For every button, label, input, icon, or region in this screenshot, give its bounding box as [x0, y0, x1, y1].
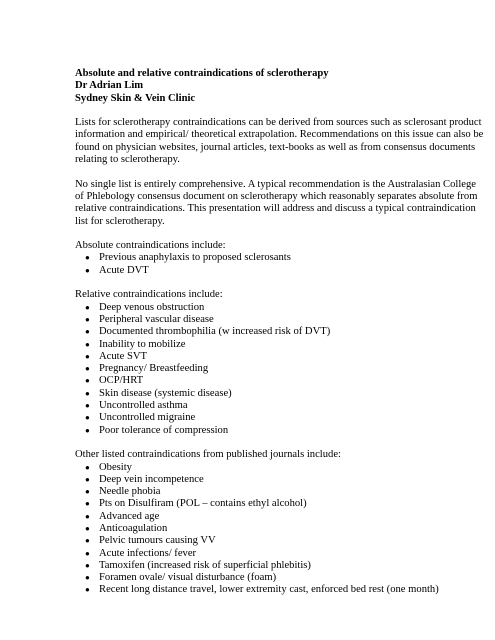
relative-list: [75, 302, 487, 437]
list-item-text: Poor tolerance of compression: [99, 424, 229, 436]
list-item: [75, 363, 487, 375]
list-item-text: Pts on Disulfiram (POL – contains ethyl alcohol): [99, 498, 307, 510]
list-item-text: Uncontrolled migraine: [99, 412, 196, 424]
list-item: [75, 326, 487, 338]
list-item-text: Needle phobia: [99, 486, 161, 498]
list-item: [75, 400, 487, 412]
bullet-icon: ●: [85, 327, 90, 337]
list-item: [75, 412, 487, 424]
bullet-icon: ●: [85, 364, 90, 374]
list-item-text: Anticoagulation: [99, 522, 168, 534]
list-item-text: Previous anaphylaxis to proposed sclerosants: [99, 252, 291, 264]
list-item: [75, 314, 487, 326]
list-item: [75, 584, 487, 596]
list-item: [75, 486, 487, 498]
list-item: [75, 498, 487, 510]
bullet-icon: ●: [85, 585, 90, 595]
list-item: [75, 474, 487, 486]
absolute-list: [75, 252, 487, 277]
bullet-icon: ●: [85, 511, 90, 521]
bullet-icon: ●: [85, 401, 90, 411]
list-item: [75, 265, 487, 277]
paragraph-sources: Lists for sclerotherapy contraindications can be derived from sources such as sclerosant product information and empirical/ theoretical extrapolation. Recommendations on this issue can also be found on physician websites, journal articles, text-books as well as from consensus documents relating to sclerotherapy.: [75, 117, 484, 166]
list-item-text: Acute SVT: [99, 350, 147, 362]
paragraph-comprehensiveness: No single list is entirely comprehensive. A typical recommendation is the Australasian College of Phlebology consensus document on sclerotherapy which reasonably separates absolute from relative contraindications. This presentation will address and discuss a typical contraindication list for sclerotherapy.: [75, 178, 478, 227]
bullet-icon: ●: [85, 560, 90, 570]
bullet-icon: ●: [85, 536, 90, 546]
document-heading: [75, 68, 487, 105]
bullet-icon: ●: [85, 413, 90, 423]
list-item-text: Skin disease (systemic disease): [99, 387, 232, 399]
list-item: [75, 375, 487, 387]
list-item: [75, 425, 487, 437]
clinic-name: Sydney Skin & Vein Clinic: [75, 92, 196, 104]
bullet-icon: ●: [85, 253, 90, 263]
list-item-text: Tamoxifen (increased risk of superficial phlebitis): [99, 559, 311, 571]
list-item-text: Deep vein incompetence: [99, 473, 204, 485]
list-item: [75, 339, 487, 351]
list-item-text: Pelvic tumours causing VV: [99, 535, 216, 547]
list-item: [75, 572, 487, 584]
bullet-icon: ●: [85, 388, 90, 398]
list-item-text: Acute DVT: [99, 264, 149, 276]
list-item-text: Documented thrombophilia (w increased risk of DVT): [99, 326, 331, 338]
list-item: [75, 252, 487, 264]
bullet-icon: ●: [85, 425, 90, 435]
list-item-text: Foramen ovale/ visual disturbance (foam): [99, 572, 277, 584]
list-item: [75, 302, 487, 314]
list-item: [75, 523, 487, 535]
list-item: [75, 351, 487, 363]
bullet-icon: ●: [85, 302, 90, 312]
bullet-icon: ●: [85, 376, 90, 386]
absolute-intro: Absolute contraindications include:: [75, 240, 226, 252]
list-item-text: Peripheral vascular disease: [99, 313, 214, 325]
relative-intro: Relative contraindications include:: [75, 289, 223, 301]
list-item: [75, 511, 487, 523]
list-item-text: Inability to mobilize: [99, 338, 186, 350]
author-name: Dr Adrian Lim: [75, 80, 144, 92]
bullet-icon: ●: [85, 265, 90, 275]
other-intro: Other listed contraindications from published journals include:: [75, 449, 341, 461]
bullet-icon: ●: [85, 523, 90, 533]
bullet-icon: ●: [85, 314, 90, 324]
bullet-icon: ●: [85, 339, 90, 349]
list-item: [75, 548, 487, 560]
list-item: [75, 535, 487, 547]
bullet-icon: ●: [85, 351, 90, 361]
list-item-text: Uncontrolled asthma: [99, 400, 188, 412]
bullet-icon: ●: [85, 573, 90, 583]
list-item-text: Deep venous obstruction: [99, 301, 205, 313]
list-item-text: Acute infections/ fever: [99, 547, 197, 559]
other-list: [75, 462, 487, 597]
bullet-icon: ●: [85, 499, 90, 509]
document-page: [75, 68, 487, 597]
bullet-icon: ●: [85, 548, 90, 558]
list-item: [75, 560, 487, 572]
document-title: Absolute and relative contraindications of sclerotherapy: [75, 68, 329, 79]
list-item-text: Pregnancy/ Breastfeeding: [99, 363, 209, 375]
bullet-icon: ●: [85, 474, 90, 484]
list-item-text: OCP/HRT: [99, 375, 144, 387]
list-item-text: Recent long distance travel, lower extremity cast, enforced bed rest (one month): [99, 584, 439, 596]
bullet-icon: ●: [85, 462, 90, 472]
bullet-icon: ●: [85, 487, 90, 497]
list-item: [75, 462, 487, 474]
list-item: [75, 388, 487, 400]
list-item-text: Advanced age: [99, 510, 160, 522]
list-item-text: Obesity: [99, 461, 132, 473]
